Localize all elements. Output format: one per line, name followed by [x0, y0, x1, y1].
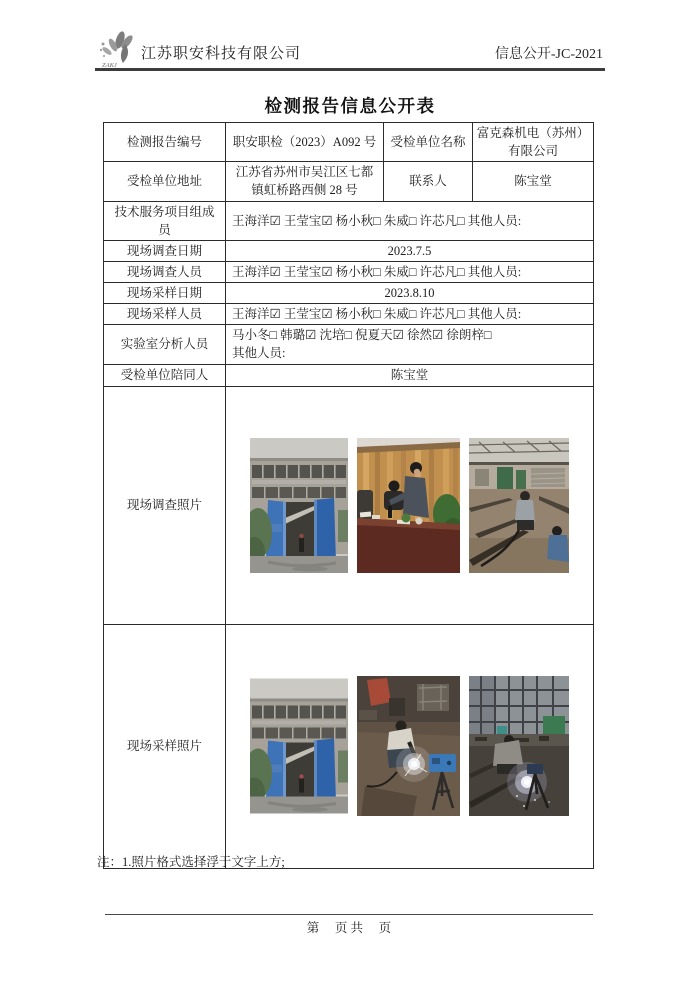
survey-date-label: 现场调查日期	[104, 240, 226, 261]
table-row	[104, 201, 594, 240]
sample-staff-checklist: 王海洋☑ 王莹宝☑ 杨小秋□ 朱威□ 许芯凡□ 其他人员:	[226, 304, 594, 325]
photo-factory-gate	[250, 676, 348, 816]
report-no-value: 职安职检（2023）A092 号	[226, 123, 384, 162]
survey-staff-label: 现场调查人员	[104, 261, 226, 282]
contact-label: 联系人	[384, 162, 473, 201]
table-row	[104, 283, 594, 304]
page-title: 检测报告信息公开表	[264, 96, 436, 116]
lab-staff-label: 实验室分析人员	[104, 325, 226, 364]
contact-value: 陈宝堂	[473, 162, 594, 201]
footnote: 注：1.照片格式选择浮于文字上方;	[97, 855, 285, 869]
table-row	[104, 364, 594, 386]
photo-workshop-inspection	[469, 438, 569, 573]
sample-staff-label: 现场采样人员	[104, 304, 226, 325]
unit-name-value: 富克森机电（苏州）有限公司	[473, 123, 594, 162]
survey-date-value: 2023.7.5	[226, 240, 594, 261]
document-code: 信息公开-JC-2021	[494, 47, 603, 62]
photo-factory-gate	[250, 438, 348, 573]
unit-name-label: 受检单位名称	[384, 123, 473, 162]
photo-office-meeting	[357, 438, 460, 573]
table-row	[104, 325, 594, 364]
disclosure-form-table	[103, 122, 594, 869]
report-no-label: 检测报告编号	[104, 123, 226, 162]
lab-staff-line1: 马小冬□ 韩璐☑ 沈培□ 倪夏天☑ 徐然☑ 徐朗梓□	[232, 328, 492, 343]
company-name: 江苏职安科技有限公司	[141, 46, 302, 62]
lab-staff-line2: 其他人员:	[232, 346, 286, 361]
sample-photos-cell	[226, 624, 594, 868]
table-row	[104, 386, 594, 624]
survey-staff-checklist: 王海洋☑ 王莹宝☑ 杨小秋□ 朱威□ 许芯凡□ 其他人员:	[226, 261, 594, 282]
survey-photos-cell	[226, 386, 594, 624]
address-label: 受检单位地址	[104, 162, 226, 201]
lab-staff-checklist	[226, 325, 594, 364]
sample-date-value: 2023.8.10	[226, 283, 594, 304]
table-row	[104, 123, 594, 162]
table-row	[104, 240, 594, 261]
page-number-text: 第 页 共 页	[306, 921, 392, 935]
address-value: 江苏省苏州市吴江区七都镇虹桥路西侧 28 号	[226, 162, 384, 201]
photo-welding-window	[469, 676, 569, 816]
svg-text:ZAKJ: ZAKJ	[102, 62, 117, 69]
escort-label: 受检单位陪同人	[104, 364, 226, 386]
photo-welding-sampling	[357, 676, 460, 816]
page-footer	[105, 914, 593, 936]
survey-photos-label: 现场调查照片	[104, 386, 226, 624]
page-header	[95, 29, 605, 71]
team-members-checklist: 王海洋☑ 王莹宝☑ 杨小秋□ 朱威□ 许芯凡□ 其他人员:	[226, 201, 594, 240]
table-row	[104, 162, 594, 201]
table-row	[104, 624, 594, 868]
sample-photos-label: 现场采样照片	[104, 624, 226, 868]
team-label: 技术服务项目组成员	[104, 201, 226, 240]
sample-date-label: 现场采样日期	[104, 283, 226, 304]
company-logo-icon	[95, 29, 139, 69]
table-row	[104, 261, 594, 282]
table-row	[104, 304, 594, 325]
escort-value: 陈宝堂	[226, 364, 594, 386]
